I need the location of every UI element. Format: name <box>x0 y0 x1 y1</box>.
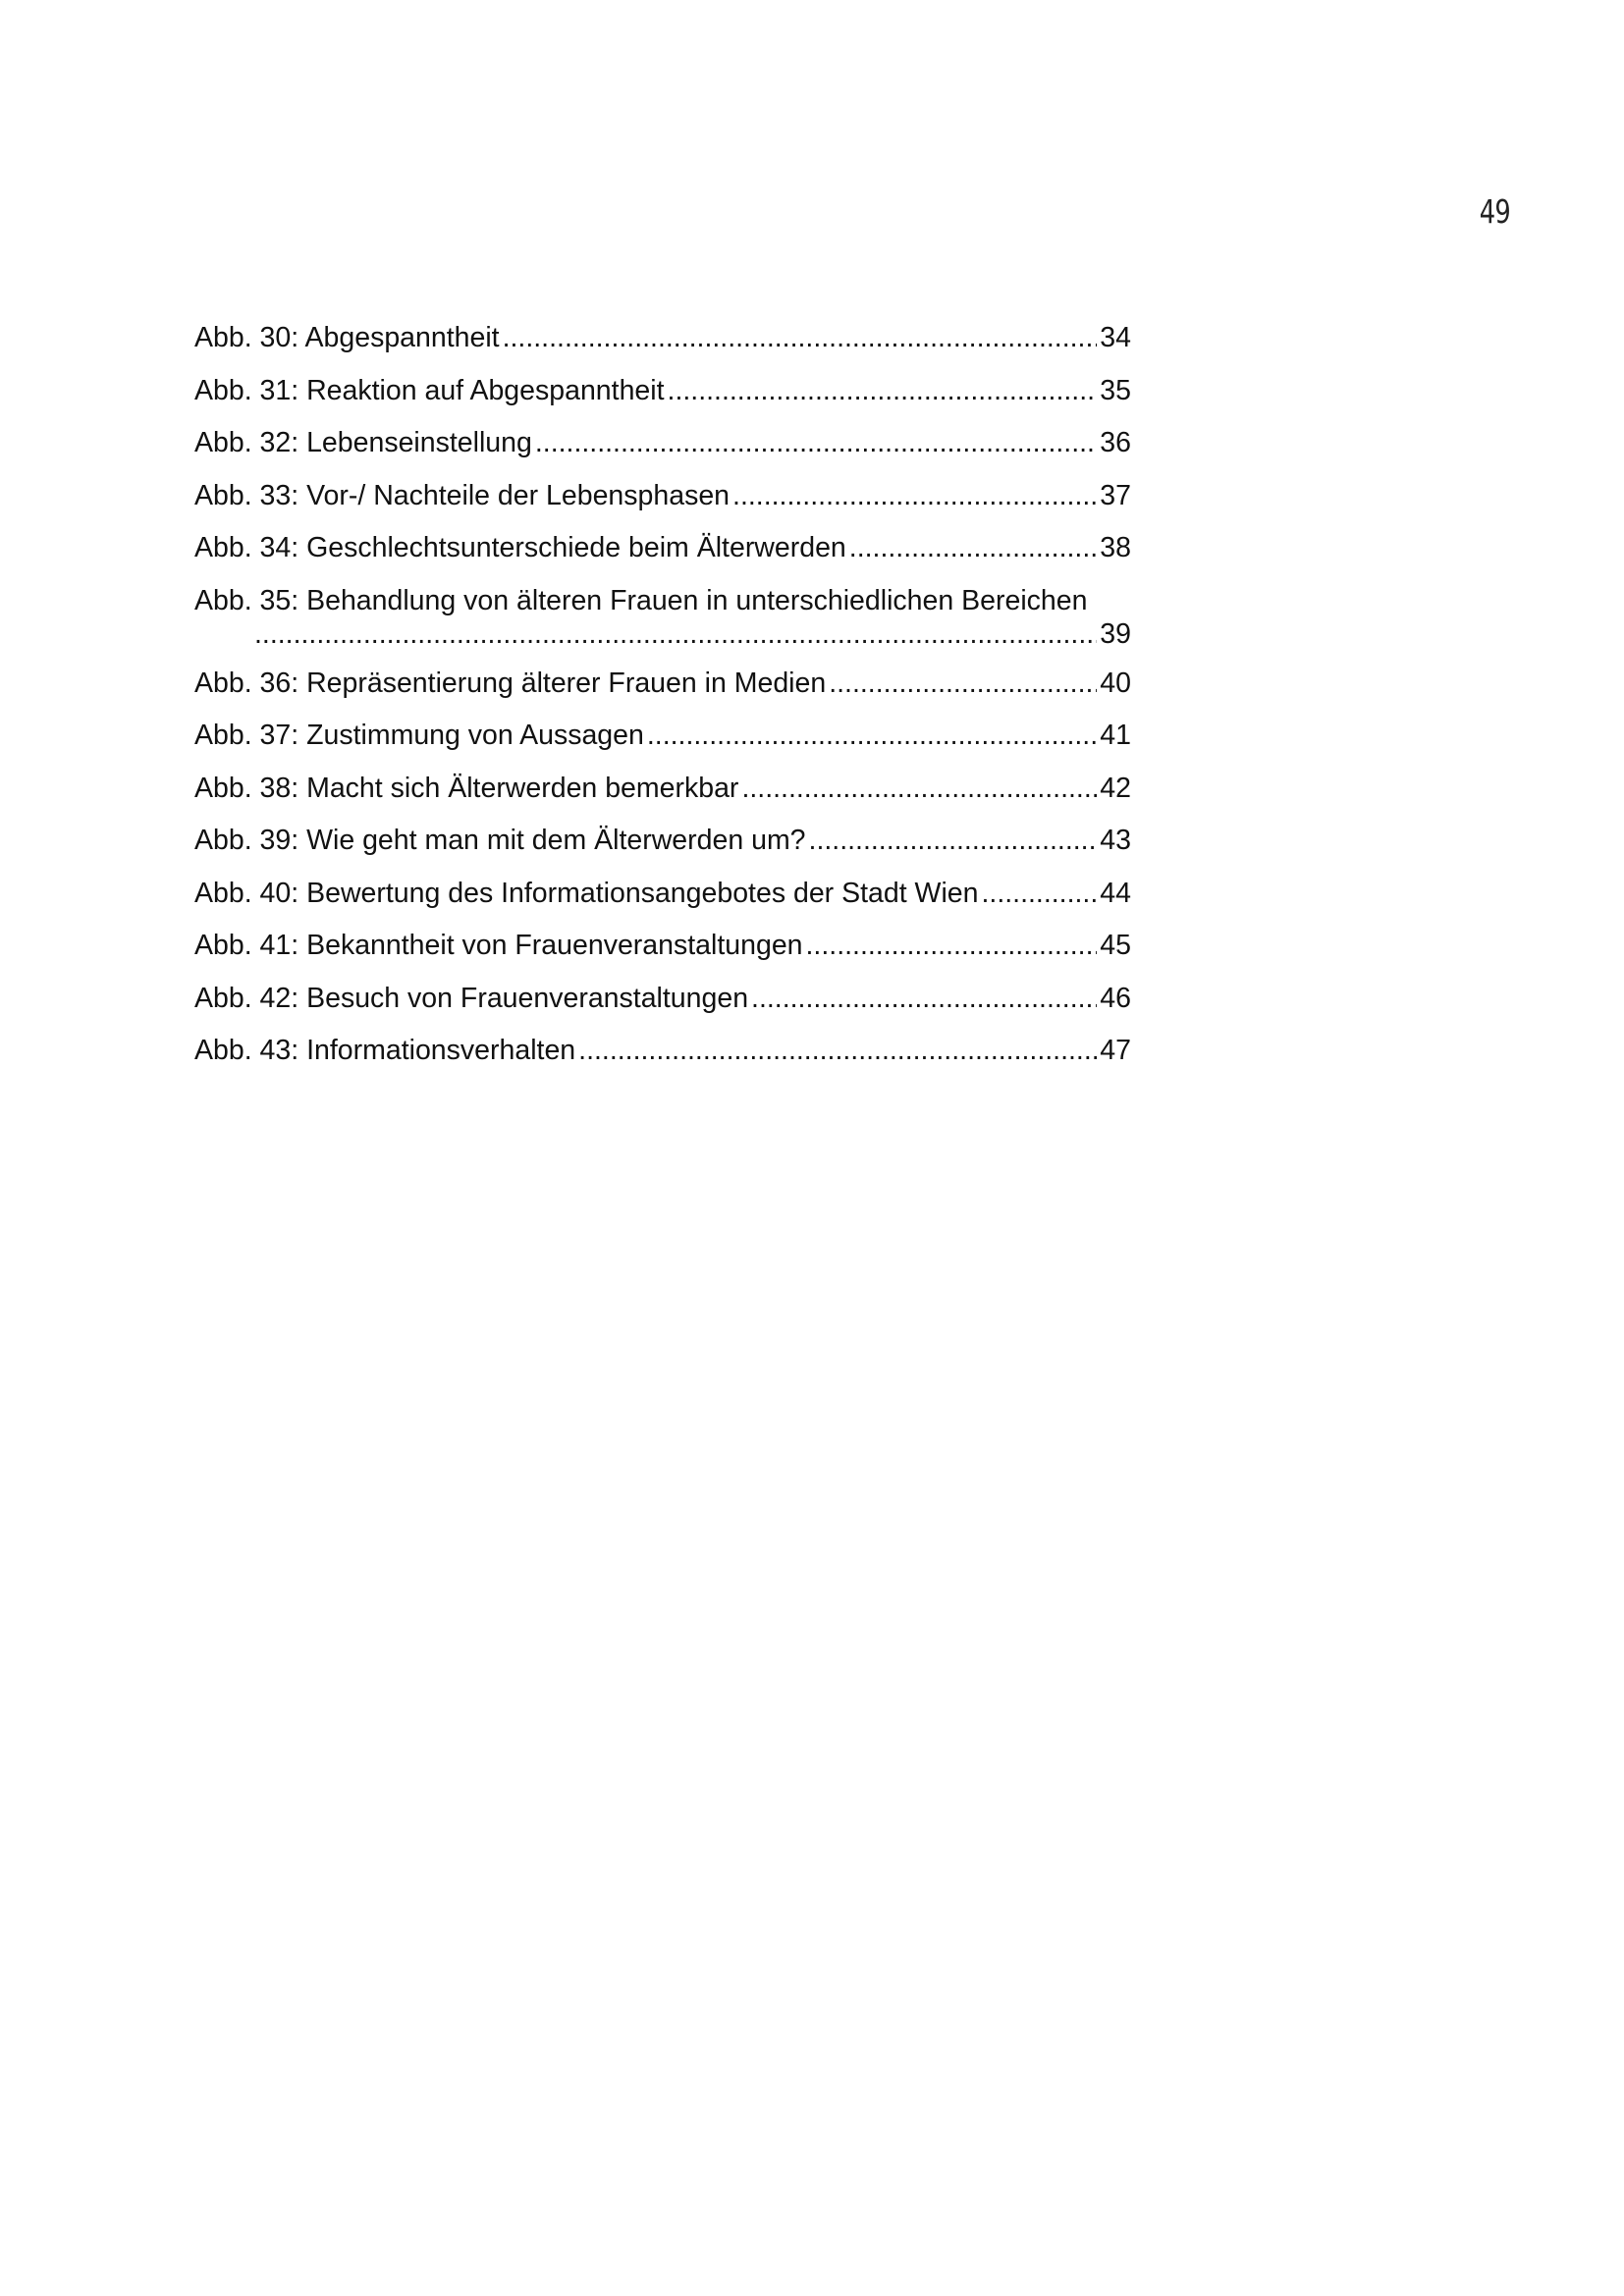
toc-entry[interactable] <box>194 772 1131 805</box>
toc-entry-page: 45 <box>1100 930 1131 961</box>
toc-entry-page: 41 <box>1100 720 1131 751</box>
toc-entry-label: Abb. 35: Behandlung von älteren Frauen in unterschiedlichen Bereichen <box>194 584 1088 616</box>
toc-entry[interactable] <box>194 479 1131 512</box>
toc-entry-page: 39 <box>1100 617 1131 650</box>
toc-entry-page: 46 <box>1100 982 1131 1014</box>
toc-entry-label: Abb. 39: Wie geht man mit dem Älterwerden um? <box>194 825 806 856</box>
toc-entry[interactable] <box>194 877 1131 910</box>
toc-entry[interactable] <box>194 374 1131 407</box>
dot-leader <box>809 824 1098 857</box>
dot-leader <box>732 479 1097 512</box>
toc-entry-label: Abb. 31: Reaktion auf Abgespanntheit <box>194 374 665 406</box>
dot-leader <box>751 982 1097 1015</box>
toc-entry-page: 35 <box>1100 374 1131 406</box>
toc-entry[interactable] <box>194 667 1131 700</box>
toc-entry[interactable] <box>194 982 1131 1015</box>
toc-entry[interactable] <box>194 824 1131 857</box>
list-of-figures <box>194 321 1131 1087</box>
toc-entry-page: 43 <box>1100 825 1131 856</box>
dot-leader <box>535 426 1097 459</box>
toc-entry[interactable] <box>194 426 1131 459</box>
toc-entry-page: 36 <box>1100 427 1131 458</box>
toc-entry-page: 40 <box>1100 667 1131 699</box>
dot-leader <box>741 772 1097 805</box>
dot-leader <box>578 1034 1097 1067</box>
toc-entry-label: Abb. 34: Geschlechtsunterschiede beim Älterwerden <box>194 532 846 563</box>
dot-leader <box>668 374 1098 407</box>
toc-entry[interactable] <box>194 929 1131 962</box>
toc-entry[interactable] <box>194 719 1131 752</box>
toc-entry-page: 42 <box>1100 772 1131 804</box>
toc-entry-label: Abb. 40: Bewertung des Informationsangebotes der Stadt Wien <box>194 877 979 909</box>
toc-entry[interactable] <box>194 531 1131 564</box>
dot-leader <box>254 617 1097 651</box>
toc-entry-label: Abb. 41: Bekanntheit von Frauenveranstaltungen <box>194 930 803 961</box>
toc-entry-page: 38 <box>1100 532 1131 563</box>
toc-entry-label: Abb. 36: Repräsentierung älterer Frauen in Medien <box>194 667 827 699</box>
toc-entry-label: Abb. 32: Lebenseinstellung <box>194 427 532 458</box>
toc-entry-label: Abb. 37: Zustimmung von Aussagen <box>194 720 644 751</box>
toc-entry-label: Abb. 38: Macht sich Älterwerden bemerkbar <box>194 772 739 804</box>
toc-entry-page: 47 <box>1100 1035 1131 1066</box>
page-number: 49 <box>1479 192 1510 231</box>
toc-entry[interactable] <box>194 584 1131 651</box>
toc-entry-page: 44 <box>1100 877 1131 909</box>
dot-leader <box>829 667 1097 700</box>
toc-entry-label: Abb. 30: Abgespanntheit <box>194 322 500 353</box>
toc-entry[interactable] <box>194 1034 1131 1067</box>
toc-entry-label: Abb. 43: Informationsverhalten <box>194 1035 576 1066</box>
dot-leader <box>849 531 1098 564</box>
toc-entry-label: Abb. 42: Besuch von Frauenveranstaltungen <box>194 982 749 1014</box>
toc-entry-page: 37 <box>1100 479 1131 511</box>
toc-entry-label: Abb. 33: Vor-/ Nachteile der Lebensphasen <box>194 479 731 511</box>
dot-leader <box>982 877 1098 910</box>
dot-leader <box>806 929 1098 962</box>
dot-leader <box>647 719 1097 752</box>
dot-leader <box>503 321 1098 354</box>
toc-entry-page: 34 <box>1100 322 1131 353</box>
toc-entry[interactable] <box>194 321 1131 354</box>
